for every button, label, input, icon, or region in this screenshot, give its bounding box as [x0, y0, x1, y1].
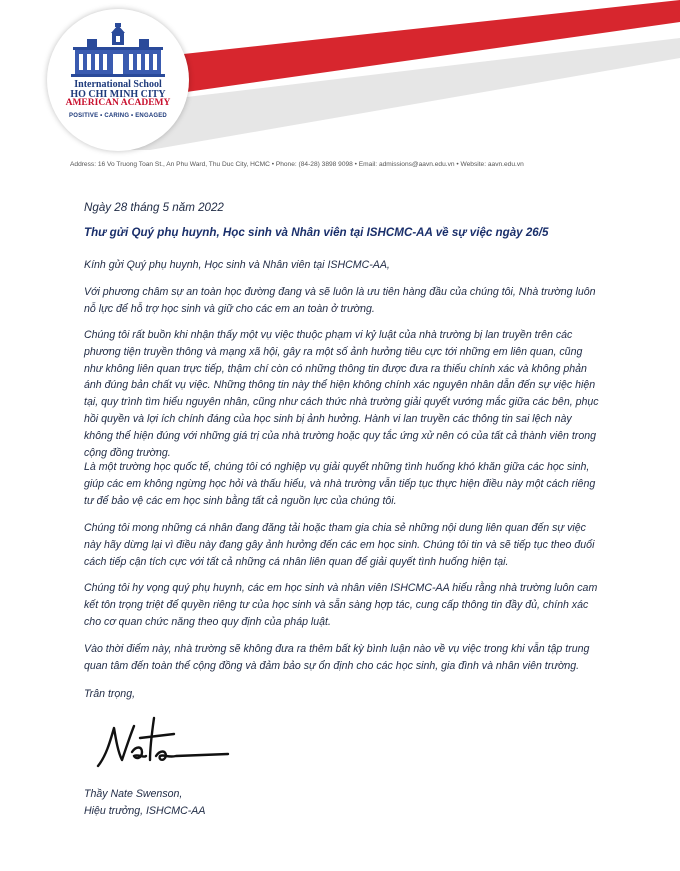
- school-name-line3: AMERICAN ACADEMY: [65, 98, 171, 108]
- signer-title: Hiệu trưởng, ISHCMC-AA: [84, 805, 206, 817]
- school-building-icon: [67, 23, 169, 79]
- school-name-line2: HO CHI MINH CITY: [70, 89, 166, 100]
- school-name-line1: International School: [74, 79, 162, 90]
- paragraph: Với phương châm sự an toàn học đường đang và sẽ luôn là ưu tiên hàng đầu của chúng tôi, Nhà trường luôn nỗ lực để hỗ trợ học sinh và giữ cho các em an toàn ở trường.: [84, 286, 596, 315]
- paragraph: Chúng tôi mong những cá nhân đang đăng tải hoặc tham gia chia sẻ những nội dung liên quan đến sự việc này hãy dừng lại vì điều này đang gây ảnh hưởng đến các em học sinh. Chúng tôi tin và sẽ tiếp tục theo đuổi cách tiếp cận tích cực với tất cả những cá nhân liên quan để giải quyết tình huống hiện tại.: [84, 522, 595, 568]
- letter-salutation: Kính gửi Quý phụ huynh, Học sinh và Nhân viên tại ISHCMC-AA,: [84, 259, 390, 271]
- letter-date: Ngày 28 tháng 5 năm 2022: [84, 201, 224, 214]
- paragraph: Chúng tôi hy vọng quý phụ huynh, các em học sinh và nhân viên ISHCMC-AA hiểu rằng nhà trường luôn cam kết tôn trọng triệt để quyền riêng tư của học sinh và sẵn sàng hợp tác, cung cấp thông tin đầy đủ, chính xác cho cơ quan chức năng theo quy định của pháp luật.: [84, 582, 598, 628]
- paragraph: Vào thời điểm này, nhà trường sẽ không đưa ra thêm bất kỳ bình luận nào về vụ việc trong khi vẫn tập trung quan tâm đến toàn thể cộng đồng và đảm bảo sự ổn định cho các học sinh, gia đình và nhân viên trường.: [84, 643, 590, 672]
- school-tagline: POSITIVE • CARING • ENGAGED: [69, 113, 167, 119]
- paragraph: Là một trường học quốc tế, chúng tôi có nghiệp vụ giải quyết những tình huống khó khăn giữa các học sinh, giúp các em không ngừng học hỏi và thấu hiểu, và nhà trường vẫn tiếp tục thực hiện điều này một cách riêng tư để bảo vệ các em học sinh bằng tất cả nguồn lực của chúng tôi.: [84, 461, 596, 507]
- address-line: Address: 16 Vo Truong Toan St., An Phu Ward, Thu Duc City, HCMC • Phone: (84-28) 3898 9098 • Email: admissions@aavn.edu.vn • Website: aavn.edu.vn: [70, 161, 524, 168]
- school-logo: [47, 9, 189, 151]
- signer-name: Thầy Nate Swenson,: [84, 788, 183, 800]
- handwritten-signature-icon: [92, 712, 232, 772]
- letter-closing: Trân trọng,: [84, 688, 136, 700]
- paragraph: Chúng tôi rất buồn khi nhận thấy một vụ việc thuộc phạm vi kỷ luật của nhà trường bị lan truyền trên các phương tiện truyền thông và mạng xã hội, gây ra một số ảnh hưởng tiêu cực tới những em liên quan, cũng như không liên quan trực tiếp, thậm chí còn có những thông tin được đưa ra thiếu chính xác và không phản ánh đúng bản chất vụ việc. Những thông tin này thể hiện không chính xác nguyên nhân dẫn đến sự việc hiện tại, quy trình tìm hiểu nguyên nhân, cũng như cách thức nhà trường giải quyết vướng mắc giữa các bên, phục hồi quyền và lợi ích chính đáng của học sinh bị ảnh hưởng. Hành vi lan truyền các thông tin sai lệch này không thể hiện đúng với những giá trị của nhà trường hoặc quy tắc ứng xử nên có của tất cả thành viên trong cộng đồng trường.: [84, 329, 599, 459]
- letter-subject: Thư gửi Quý phụ huynh, Học sinh và Nhân viên tại ISHCMC-AA về sự việc ngày 26/5: [84, 226, 549, 239]
